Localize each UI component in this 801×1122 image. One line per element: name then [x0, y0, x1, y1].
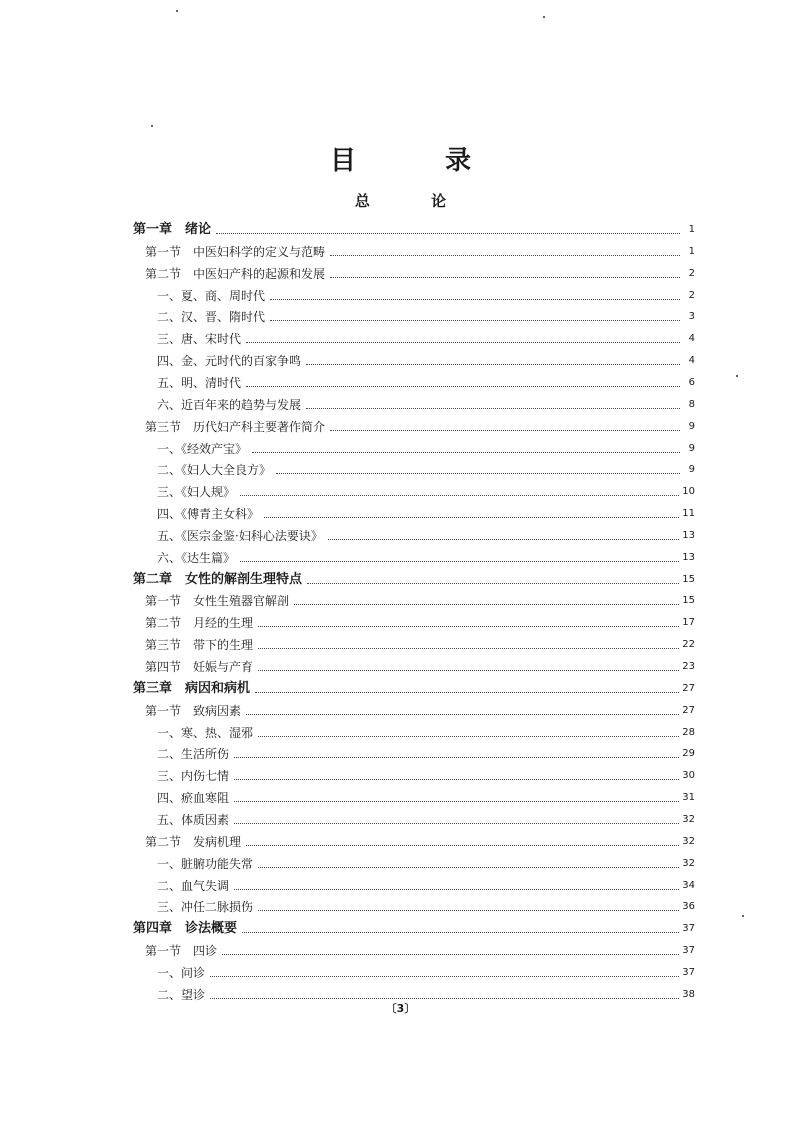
toc-entry-title: 五、《医宗金鉴·妇科心法要诀》: [157, 528, 323, 543]
dot-leader: [234, 800, 679, 802]
dot-leader: [234, 756, 679, 758]
dot-leader: [258, 647, 679, 649]
dot-leader: [264, 516, 679, 518]
part-heading: 总 论: [354, 192, 475, 210]
toc-entry: [145, 412, 695, 434]
toc-entry-page: 32: [682, 835, 695, 847]
dot-leader: [246, 844, 679, 846]
toc-entry-page: 9: [688, 464, 695, 476]
toc-entry-title: 第四章 诊法概要: [133, 921, 238, 937]
toc-entry-page: 2: [688, 267, 695, 279]
dot-leader: [234, 888, 679, 890]
dot-leader: [252, 451, 680, 453]
toc-entry: [145, 936, 695, 958]
dot-leader: [270, 298, 680, 300]
dot-leader: [258, 669, 679, 671]
toc-entry-title: 六、《达生篇》: [157, 550, 236, 565]
toc-entry-page: 37: [682, 923, 695, 935]
toc-entry-title: 第三节 带下的生理: [145, 638, 254, 653]
toc-entry: [145, 259, 695, 281]
toc-entry: [157, 324, 695, 346]
dot-leader: [246, 713, 679, 715]
toc-entry-title: 二、汉、晋、隋时代: [157, 310, 266, 325]
dot-leader: [234, 778, 679, 780]
dot-leader: [210, 975, 679, 977]
toc-entry-page: 23: [682, 661, 695, 672]
toc-entry: [133, 914, 695, 936]
scan-speck: [543, 16, 545, 18]
toc-entry: [145, 696, 695, 718]
dot-leader: [258, 735, 679, 737]
toc-entry: [157, 958, 695, 980]
dot-leader: [246, 341, 680, 343]
toc-entry-title: 三、《妇人规》: [157, 485, 236, 500]
dot-leader: [210, 997, 679, 999]
dot-leader: [234, 822, 679, 824]
toc-entry-page: 34: [682, 879, 695, 891]
toc-entry: [157, 368, 695, 390]
toc-entry-title: 二、血气失调: [157, 878, 230, 893]
dot-leader: [255, 691, 679, 693]
toc-entry: [145, 608, 695, 630]
toc-entry: [157, 281, 695, 303]
scan-speck: [736, 375, 738, 377]
toc-entry-page: 9: [688, 442, 695, 454]
toc-entry-title: 四、金、元时代的百家争鸣: [157, 354, 302, 369]
toc-entry-page: 4: [688, 355, 695, 367]
toc-entry: [157, 346, 695, 368]
toc-entry-title: 一、问诊: [157, 965, 206, 980]
toc-entry-title: 三、内伤七情: [157, 769, 230, 784]
toc-entry-page: 1: [688, 245, 695, 257]
toc-entry-title: 一、《经效产宝》: [157, 441, 248, 456]
scan-speck: [176, 10, 178, 12]
toc-entry-title: 四、《傅青主女科》: [157, 507, 260, 522]
toc-entry-title: 五、体质因素: [157, 812, 230, 827]
toc-entry: [133, 215, 695, 237]
toc-entry: [145, 827, 695, 849]
toc-entry: [157, 543, 695, 565]
dot-leader: [276, 472, 680, 474]
toc-entry-page: 17: [682, 617, 695, 629]
toc-entry: [157, 849, 695, 871]
toc-entry: [157, 805, 695, 827]
toc-entry-title: 第二章 女性的解剖生理特点: [133, 571, 303, 587]
dot-leader: [307, 582, 679, 584]
toc-entry-page: 11: [682, 508, 695, 520]
scan-speck: [151, 125, 153, 127]
scan-speck: [742, 915, 744, 917]
toc-entry: [157, 477, 695, 499]
page-title: 目 录: [329, 146, 512, 176]
toc-entry-title: 五、明、清时代: [157, 375, 242, 390]
dot-leader: [330, 429, 680, 431]
dot-leader: [258, 625, 679, 627]
toc-entry-page: 22: [682, 639, 695, 651]
toc-entry-title: 第四节 妊娠与产育: [145, 660, 254, 674]
toc-entry-page: 37: [682, 966, 695, 978]
toc-entry-page: 8: [688, 398, 695, 410]
dot-leader: [258, 909, 679, 911]
toc-entry: [133, 674, 695, 696]
toc-entry: [157, 302, 695, 324]
toc-entry: [157, 434, 695, 456]
toc-entry: [157, 892, 695, 914]
toc-entry: [145, 586, 695, 608]
toc-entry-page: 2: [688, 289, 695, 301]
toc-entry: [145, 652, 695, 674]
toc-entry-page: 28: [682, 726, 695, 738]
dot-leader: [240, 494, 679, 496]
toc-entry-page: 27: [682, 704, 695, 716]
toc-entry-title: 一、夏、商、周时代: [157, 288, 266, 303]
dot-leader: [246, 385, 680, 387]
toc-entry: [157, 455, 695, 477]
toc-entry-page: 32: [682, 813, 695, 825]
dot-leader: [330, 254, 680, 256]
toc-entry-title: 三、冲任二脉损伤: [157, 900, 254, 915]
toc-entry-page: 38: [682, 988, 695, 1000]
toc-entry-page: 31: [682, 792, 695, 804]
toc-entry-page: 32: [682, 857, 695, 869]
toc-entry: [145, 630, 695, 652]
dot-leader: [330, 276, 680, 278]
toc-entry: [157, 499, 695, 521]
toc-entry-title: 第一节 女性生殖器官解剖: [145, 594, 290, 609]
toc-entry-title: 第三章 病因和病机: [133, 680, 251, 696]
toc-entry-title: 第二节 发病机理: [145, 834, 242, 849]
toc-entry-page: 36: [682, 901, 695, 913]
toc-entry-title: 四、瘀血寒阻: [157, 791, 230, 806]
toc-entry-title: 第一节 四诊: [145, 944, 218, 959]
toc-entry: [157, 980, 695, 1002]
toc-entry: [157, 521, 695, 543]
toc-entry: [157, 739, 695, 761]
dot-leader: [242, 931, 679, 933]
toc-entry-page: 27: [682, 682, 695, 694]
toc-entry-title: 第一节 中医妇科学的定义与范畴: [145, 244, 326, 259]
toc-entry: [145, 237, 695, 259]
toc-entry-page: 4: [688, 333, 695, 345]
toc-entry-title: 二、《妇人大全良方》: [157, 463, 272, 478]
page-number: 〔3〕: [385, 1002, 416, 1015]
toc-entry-title: 二、望诊: [157, 987, 206, 1002]
toc-entry-page: 15: [682, 573, 695, 585]
toc-entry-title: 第一节 致病因素: [145, 703, 242, 718]
dot-leader: [306, 363, 680, 365]
dot-leader: [294, 603, 679, 605]
toc-entry-title: 二、生活所伤: [157, 747, 230, 762]
toc-entry-page: 13: [682, 551, 695, 563]
toc-entry-title: 三、唐、宋时代: [157, 332, 242, 347]
toc-entry-title: 第二节 中医妇产科的起源和发展: [145, 266, 326, 281]
toc-entry-page: 10: [682, 486, 695, 498]
dot-leader: [328, 538, 679, 540]
toc-entry: [157, 783, 695, 805]
toc-entry: [157, 718, 695, 740]
toc-entry-page: 29: [682, 748, 695, 760]
dot-leader: [222, 953, 679, 955]
toc-entry-page: 3: [688, 311, 695, 323]
toc-entry-page: 30: [682, 770, 695, 782]
toc-entry-page: 9: [688, 420, 695, 432]
toc-entry-page: 15: [682, 595, 695, 607]
toc-entry-title: 一、寒、热、湿邪: [157, 725, 254, 740]
toc-entry-title: 六、近百年来的趋势与发展: [157, 397, 302, 412]
toc-entry-page: 13: [682, 529, 695, 541]
toc-entry-page: 1: [688, 224, 695, 235]
toc-entry: [157, 390, 695, 412]
dot-leader: [240, 560, 679, 562]
toc-entry-title: 第三节 历代妇产科主要著作简介: [145, 419, 326, 434]
toc-entry-title: 一、脏腑功能失常: [157, 856, 254, 871]
toc-entry-title: 第二节 月经的生理: [145, 616, 254, 631]
toc-entry-title: 第一章 绪论: [133, 222, 212, 237]
toc-entry: [133, 565, 695, 587]
dot-leader: [258, 866, 679, 868]
dot-leader: [306, 407, 680, 409]
dot-leader: [216, 232, 680, 234]
dot-leader: [270, 319, 680, 321]
toc-entry-page: 37: [682, 945, 695, 957]
toc-entry: [157, 761, 695, 783]
toc-entry-page: 6: [688, 376, 695, 388]
toc-entry: [157, 871, 695, 893]
